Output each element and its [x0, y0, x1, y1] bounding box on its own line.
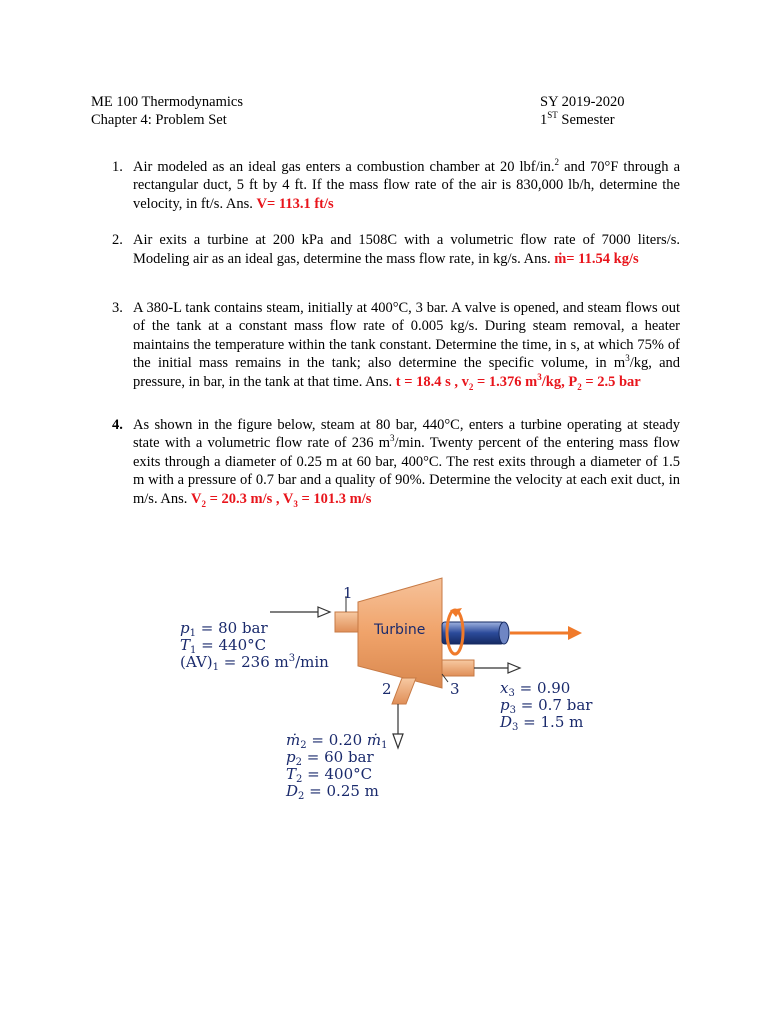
header-right: [540, 93, 624, 129]
problem-number: 4.: [112, 417, 123, 434]
answer-1: V= 113.1 ft/s: [256, 195, 334, 212]
semester: 1ST Semester: [540, 110, 615, 128]
exit2-conditions: ṁ$_2$ = 0.20 ṁ$_1$ $p_2 = 60$ bar $T_2 = 400^\circ C$ $D_2 = 0.25$ m: [286, 731, 388, 802]
turbine-figure: [150, 570, 630, 820]
inlet-pipe: [335, 612, 361, 632]
answer-3: t = 18.4 s , $v_2 = 1.376$ $m^3/kg$, $P_2 = 2.5$ bar: [395, 371, 641, 392]
exit2-arrow-head: [393, 734, 403, 748]
power-arrow-head: [568, 626, 582, 640]
turbine-label: Turbine: [374, 622, 426, 638]
problem-1: 1. Air modeled as an ideal gas enters a combustion chamber at 20 lbf/in.$^2$ and 70°F through a rectangular duct, 5 ft by 4 ft. If the mass flow rate of the air is 830,000 lb/h, determine the velocity, in ft/s. Ans. V= 113.1 ft/s: [112, 157, 681, 212]
port-1-label: 1: [343, 584, 353, 602]
problem-list: [91, 158, 680, 508]
course-title: ME 100 Thermodynamics: [91, 94, 243, 110]
problem-number: 1.: [112, 159, 123, 175]
exit3-arrow-head: [508, 663, 520, 673]
port-3-label: 3: [450, 680, 460, 698]
inlet-conditions: $p_1 = 80$ bar $T_1 = 440^\circ C$ $(AV)_1 = 236$ $m^3/\min$: [180, 619, 329, 673]
inlet-arrow-head: [318, 607, 330, 617]
port-2-label: 2: [382, 680, 392, 698]
chapter-title: Chapter 4: Problem Set: [91, 112, 227, 128]
exit3-conditions: $x_3 = 0.90$ $p_3 = 0.7$ bar $D_3 = 1.5$ m: [500, 679, 593, 733]
problem-number: 2.: [112, 232, 123, 249]
problem-2: 2. Air exits a turbine at 200 kPa and 1508C with a volumetric flow rate of 7000 liters/s. Modeling air as an ideal gas, determine the mass flow rate, in kg/s. Ans. ṁ= 11.54 kg/s: [112, 232, 680, 267]
problem-3: 3. A 380-L tank contains steam, initially at 400°C, 3 bar. A valve is opened, and steam flows out of the tank at a constant mass flow rate of 0.005 kg/s. During steam removal, a heater maintains the temperature within the tank constant. Determine the time, in s, at which 75% of the initial mass remains in the tank; also determine the specific volume, in $m^3/kg$, and pressure, in bar, in the tank at that time. Ans. t = 18.4 s , $v_2 = 1.376$ $m^3/kg$, $P_2 = 2.5$ bar: [112, 300, 681, 392]
problem-number: 3.: [112, 300, 123, 317]
header-left: [91, 93, 243, 129]
shaft-end: [499, 622, 509, 644]
turbine-shaft: [442, 622, 504, 644]
answer-4: $V_2 = 20.3$ m/s , $V_3 = 101.3$ m/s: [191, 490, 372, 509]
answer-2: ṁ= 11.54 kg/s: [554, 250, 639, 267]
school-year: SY 2019-2020: [540, 94, 625, 110]
problem-4: 4. As shown in the figure below, steam at 80 bar, 440°C, enters a turbine operating at steady state with a volumetric flow rate of 236 $m^3/\min$. Twenty percent of the entering mass flow exits through a diameter of 0.25 m at 60 bar, 400°C. The rest exits through a diameter of 1.5 m with a pressure of 0.7 bar and a quality of 90%. Determine the velocity at each exit duct, in m/s. Ans. $V_2 = 20.3$ m/s , $V_3 = 101.3$ m/s: [112, 417, 681, 509]
exit2-pipe: [392, 678, 416, 704]
exit3-pipe: [442, 660, 474, 676]
